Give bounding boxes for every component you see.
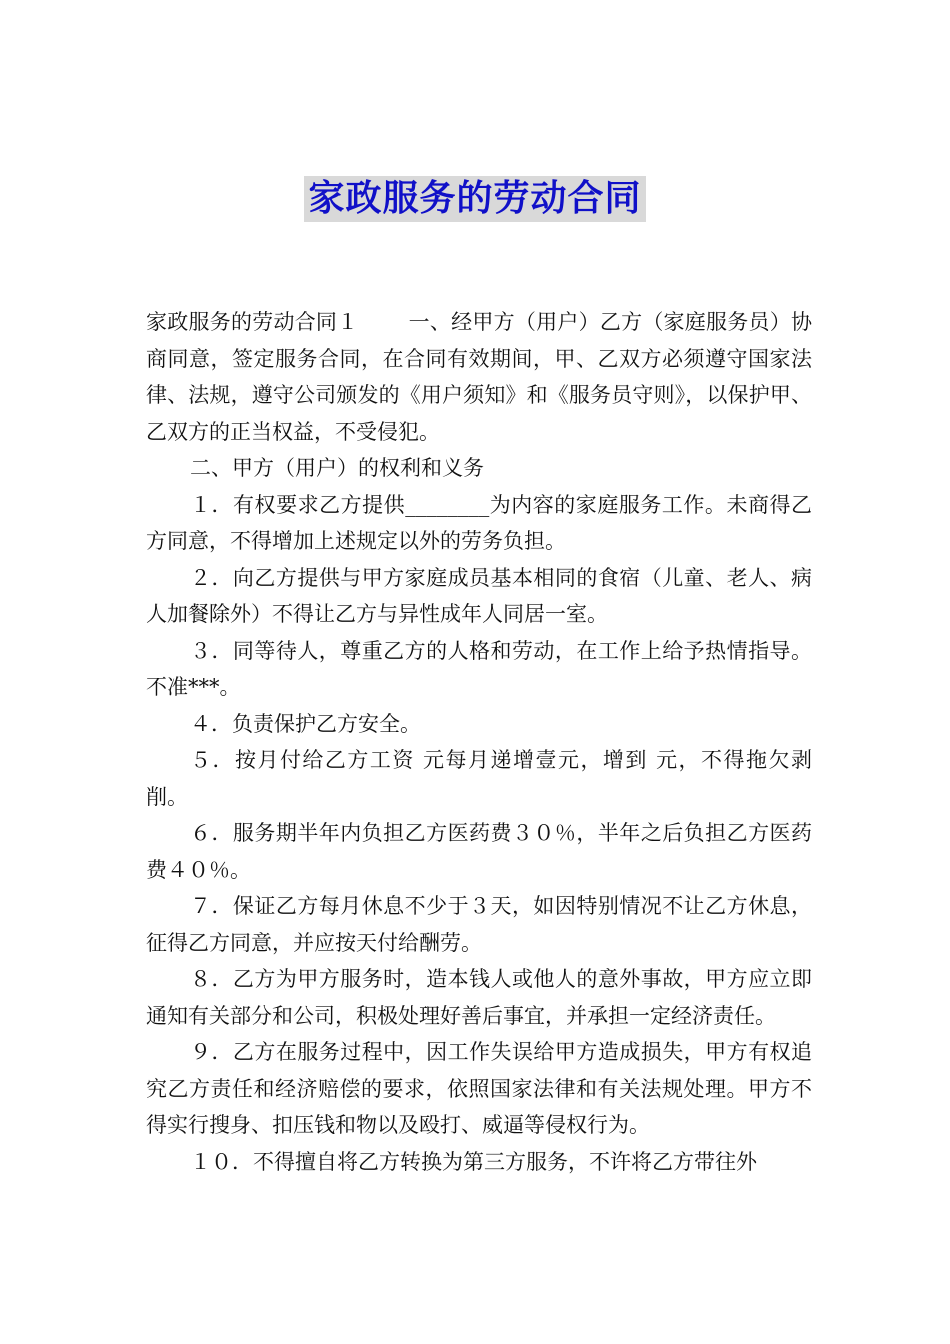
title-container — [0, 176, 950, 222]
clause-4: ４．负责保护乙方安全。 — [190, 711, 421, 736]
clause-3: ３．同等待人，尊重乙方的人格和劳动，在工作上给予热情指导。不准***。 — [146, 638, 812, 699]
clause-9: ９．乙方在服务过程中，因工作失误给甲方造成损失，甲方有权追究乙方责任和经济赔偿的要求，依照国家法律和有关法规处理。甲方不得实行搜身、扣压钱和物以及殴打、威逼等侵权行为。 — [146, 1040, 812, 1137]
clause-1: １．有权要求乙方提供________为内容的家庭服务工作。未商得乙方同意，不得增加上述规定以外的劳务负担。 — [146, 492, 812, 553]
clause-2: ２．向乙方提供与甲方家庭成员基本相同的食宿（儿童、老人、病人加餐除外）不得让乙方与异性成年人同居一室。 — [146, 565, 812, 626]
intro-text: 一、经甲方（用户）乙方（家庭服务员）协商同意，签定服务合同，在合同有效期间，甲、乙双方必须遵守国家法律、法规，遵守公司颁发的《用户须知》和《服务员守则》，以保护甲、乙双方的正当权益，不受侵犯。 — [146, 310, 813, 444]
clause-6: ６．服务期半年内负担乙方医药费３０％，半年之后负担乙方医药费４０％。 — [146, 821, 812, 882]
clause-5: ５．按月付给乙方工资 元每月递增壹元，增到 元，不得拖欠剥削。 — [146, 748, 812, 809]
intro-label: 家政服务的劳动合同１ — [146, 310, 359, 334]
document-title: 家政服务的劳动合同 — [304, 176, 645, 222]
section-heading: 二、甲方（用户）的权利和义务 — [190, 456, 484, 480]
clause-7: ７．保证乙方每月休息不少于３天，如因特别情况不让乙方休息，征得乙方同意，并应按天付给酬劳。 — [146, 894, 812, 955]
clause-10: １０．不得擅自将乙方转换为第三方服务，不许将乙方带往外 — [190, 1149, 757, 1174]
intro-paragraph — [146, 304, 812, 450]
document-body — [146, 304, 812, 1180]
clause-8: ８．乙方为甲方服务时，造本钱人或他人的意外事故，甲方应立即通知有关部分和公司，积极处理好善后事宜，并承担一定经济责任。 — [146, 967, 812, 1028]
